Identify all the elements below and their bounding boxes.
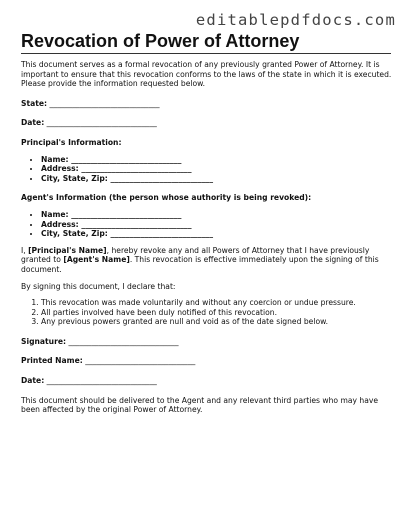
- agent-name-item: [41, 210, 393, 220]
- printed-name-field: [21, 356, 393, 366]
- signature-field: [21, 337, 393, 347]
- principal-city-item: [41, 174, 393, 184]
- agent-name-placeholder: [Agent's Name]: [63, 255, 130, 265]
- printed-name-blank[interactable]: _____________________________: [85, 356, 196, 366]
- principal-list: [21, 155, 393, 184]
- agent-address-blank[interactable]: _____________________________: [81, 219, 192, 229]
- agent-city-item: [41, 229, 393, 239]
- document-title: Revocation of Power of Attorney: [21, 31, 300, 51]
- closing-paragraph: This document should be delivered to the Agent and any relevant third parties who may have been affected by the original Power of Attorney.: [21, 395, 379, 415]
- agent-name-label: Name:: [41, 209, 69, 219]
- principal-name-item: [41, 155, 393, 165]
- declaration-item: 2. All parties involved have been duly notified of this revocation.: [41, 308, 393, 318]
- principal-city-label: City, State, Zip:: [41, 173, 108, 183]
- statement-mid: , hereby revoke any and all Powers of Attorney that I have previously granted to: [21, 245, 370, 265]
- agent-address-label: Address:: [41, 219, 79, 229]
- principal-address-blank[interactable]: _____________________________: [81, 164, 192, 174]
- agent-city-blank[interactable]: ___________________________: [110, 229, 213, 239]
- signed-date-field: [21, 376, 393, 386]
- date-blank[interactable]: _____________________________: [46, 118, 157, 128]
- declare-intro: By signing this document, I declare that:: [21, 281, 176, 291]
- principal-heading: Principal's Information:: [21, 137, 122, 147]
- state-blank[interactable]: _____________________________: [49, 98, 160, 108]
- declaration-item: 3. Any previous powers granted are null and void as of the date signed below.: [41, 317, 393, 327]
- watermark-text: editablepdfdocs.com: [195, 11, 396, 29]
- printed-name-label: Printed Name:: [21, 356, 83, 366]
- agent-address-item: [41, 220, 393, 230]
- signed-date-blank[interactable]: _____________________________: [46, 376, 157, 386]
- principal-name-label: Name:: [41, 154, 69, 164]
- date-field: [21, 118, 393, 128]
- agent-heading: Agent's Information (the person whose authority is being revoked):: [21, 193, 312, 203]
- principal-address-item: [41, 164, 393, 174]
- principal-address-label: Address:: [41, 164, 79, 174]
- state-field: [21, 99, 393, 109]
- agent-city-label: City, State, Zip:: [41, 229, 108, 239]
- statement-post: . This revocation is effective immediately upon the signing of this document.: [21, 255, 379, 274]
- principal-name-placeholder: [Principal's Name]: [28, 245, 107, 255]
- agent-list: [21, 210, 393, 239]
- revocation-statement: [21, 246, 393, 275]
- signature-label: Signature:: [21, 336, 67, 346]
- intro-paragraph: This document serves as a formal revocation of any previously granted Power of Attorney. It is important to ensure that this revocation conforms to the laws of the state in which it is executed. Please provide the information requested below.: [21, 60, 392, 89]
- signed-date-label: Date:: [21, 376, 45, 386]
- state-label: State:: [21, 98, 48, 108]
- agent-name-blank[interactable]: _____________________________: [71, 209, 182, 219]
- title-underline: [21, 53, 391, 54]
- declarations-list: [21, 298, 393, 327]
- statement-pre: I,: [21, 245, 29, 255]
- declaration-item: 1. This revocation was made voluntarily and without any coercion or undue pressure.: [41, 298, 393, 308]
- principal-name-blank[interactable]: _____________________________: [71, 154, 182, 164]
- principal-city-blank[interactable]: ___________________________: [110, 173, 213, 183]
- date-label: Date:: [21, 118, 45, 128]
- document-body: [21, 60, 393, 415]
- signature-blank[interactable]: _____________________________: [68, 336, 179, 346]
